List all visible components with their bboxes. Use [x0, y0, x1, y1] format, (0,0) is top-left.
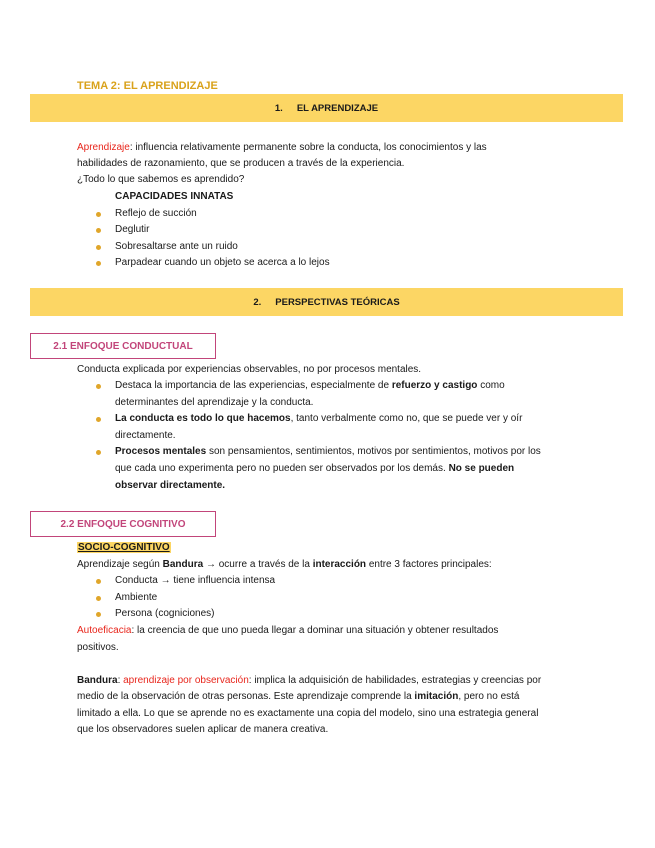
text: medio de la observación de otras personas. Este aprendizaje comprende la — [77, 691, 415, 702]
innate-heading: CAPACIDADES INNATAS — [115, 191, 234, 202]
text: son pensamientos, sentimientos, motivos por sentimientos, motivos por los — [206, 446, 541, 457]
innate-item: Sobresaltarse ante un ruido — [115, 241, 238, 252]
factor-item: Ambiente — [115, 592, 158, 603]
bullet-icon — [96, 596, 101, 601]
text-bold: refuerzo y castigo — [391, 380, 478, 391]
section-heading-2 — [30, 288, 623, 316]
conductual-intro: Conducta explicada por experiencias observables, no por procesos mentales. — [77, 364, 422, 375]
conductual-bullet-3-line-2 — [115, 462, 514, 476]
conductual-bullet-2-line-2: directamente. — [115, 430, 176, 441]
observacion-line-3: limitado a ella. Lo que se aprende no es exactamente una copia del modelo, sino una estrategia general — [77, 708, 539, 719]
text-bold: No se pueden — [448, 463, 515, 474]
bullet-icon — [96, 228, 101, 233]
text: : la creencia de que uno pueda llegar a dominar una situación y obtener resultados — [131, 625, 499, 636]
factor-item: Persona (cogniciones) — [115, 608, 215, 619]
text-bold: interacción — [312, 559, 367, 570]
socio-cognitivo-label: SOCIO-COGNITIVO — [78, 542, 170, 553]
section-label: PERSPECTIVAS TEÓRICAS — [275, 296, 400, 308]
bullet-icon — [96, 450, 101, 455]
section-number: 2. — [253, 296, 262, 308]
text-bold: Bandura — [77, 675, 118, 686]
document-title: TEMA 2: EL APRENDIZAJE — [77, 80, 218, 92]
bullet-icon — [96, 212, 101, 217]
conductual-bullet-3-line-1 — [115, 445, 541, 459]
conductual-bullet-1-line-2: determinantes del aprendizaje y la conducta. — [115, 397, 314, 408]
definition-line-1 — [77, 141, 487, 155]
section-number: 1. — [274, 102, 283, 114]
bullet-icon — [96, 384, 101, 389]
subsection-box-cognitivo: 2.2 ENFOQUE COGNITIVO — [30, 511, 216, 537]
conductual-bullet-3-line-3: observar directamente. — [115, 480, 226, 491]
subsection-box-conductual: 2.1 ENFOQUE CONDUCTUAL — [30, 333, 216, 359]
text: Aprendizaje según — [77, 559, 163, 570]
text: : — [117, 675, 124, 686]
conductual-bullet-2-line-1 — [115, 412, 522, 426]
innate-item: Parpadear cuando un objeto se acerca a lo lejos — [115, 257, 330, 268]
section-label: EL APRENDIZAJE — [296, 102, 379, 114]
observacion-term: aprendizaje por observación — [123, 675, 249, 686]
section-heading-1 — [30, 94, 623, 122]
bullet-icon — [96, 245, 101, 250]
observacion-line-1 — [77, 674, 541, 688]
question-line: ¿Todo lo que sabemos es aprendido? — [77, 174, 245, 185]
definition-term: Aprendizaje — [77, 142, 130, 153]
bullet-icon — [96, 579, 101, 584]
innate-item: Reflejo de succión — [115, 208, 197, 219]
autoeficacia-term: Autoeficacia — [77, 625, 132, 636]
text: entre 3 factores principales: — [366, 559, 492, 570]
text-bold: La conducta es todo lo que hacemos — [115, 413, 291, 424]
definition-line-2: habilidades de razonamiento, que se producen a través de la experiencia. — [77, 158, 405, 169]
text-bold: Bandura — [162, 559, 204, 570]
text: como — [477, 380, 505, 391]
text: , tanto verbalmente como no, que se puede ver y oír — [290, 413, 523, 424]
conductual-bullet-1-line-1 — [115, 379, 505, 393]
observacion-line-4: que los observadores suelen aplicar de manera creativa. — [77, 724, 329, 735]
bullet-icon — [96, 261, 101, 266]
definition-text-1: : influencia relativamente permanente sobre la conducta, los conocimientos y las — [129, 142, 487, 153]
text-bold: Procesos mentales — [115, 446, 207, 457]
text: Destaca la importancia de las experiencias, especialmente de — [115, 380, 392, 391]
innate-item: Deglutir — [115, 224, 150, 235]
text: , pero no está — [458, 691, 520, 702]
bandura-line — [77, 558, 492, 572]
observacion-line-2 — [77, 690, 519, 704]
text: → ocurre a través de la — [203, 559, 313, 570]
factor-item: Conducta → tiene influencia intensa — [115, 575, 276, 586]
bullet-icon — [96, 417, 101, 422]
autoeficacia-line-2: positivos. — [77, 642, 119, 653]
text-bold: imitación — [414, 691, 459, 702]
text: : implica la adquisición de habilidades, estrategias y creencias por — [248, 675, 542, 686]
autoeficacia-line-1 — [77, 624, 498, 638]
text: que cada uno experimenta pero no pueden ser observados por los demás. — [115, 463, 449, 474]
bullet-icon — [96, 612, 101, 617]
